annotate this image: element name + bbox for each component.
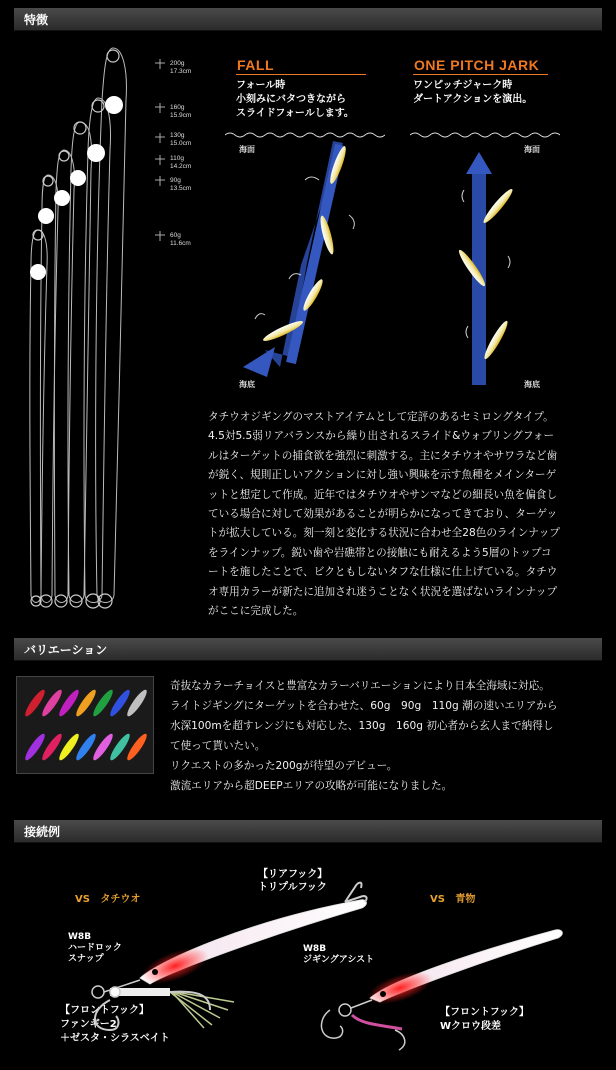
arrow-up-icon: [466, 152, 492, 174]
jig-outline-130g: [68, 122, 92, 603]
jerk-heading: ONE PITCH JARK: [414, 57, 540, 73]
fall-bottom-label: 海底: [239, 380, 255, 389]
size-label-160g: 160g 15.9cm: [170, 104, 192, 119]
size-label-200g: 200g 17.3cm: [170, 60, 192, 75]
w8b-assist-label: W8B ジギングアシスト: [303, 944, 375, 965]
fall-underline: [236, 74, 366, 75]
jig-outline-60g: [30, 230, 47, 603]
treble-hook-icon: [345, 883, 367, 902]
section-title: 接続例: [24, 825, 61, 839]
section-title: バリエーション: [24, 643, 108, 657]
size-label-130g: 130g 15.0cm: [170, 132, 192, 147]
jig-right: [364, 930, 563, 1011]
jig-eye-icon: [380, 991, 386, 997]
jig-eye-icon: [152, 969, 158, 975]
split-ring-icon: [107, 50, 119, 62]
jig-left: [137, 900, 366, 992]
w8b-snap-label: W8B ハードロック スナップ: [68, 932, 122, 964]
vs-label-left: VS タチウオ: [75, 894, 141, 905]
front-hook-icon: [95, 1000, 118, 1030]
section-header-features: [14, 8, 602, 31]
front-hook-label-right: 【フロントフック】 Wクロウ段差: [440, 1007, 529, 1032]
size-scale-ticks: [150, 55, 170, 255]
jerk-surface-label: 海面: [524, 145, 540, 154]
size-label-60g: 60g 11.6cm: [170, 232, 191, 247]
split-ring-icon: [59, 151, 69, 161]
section-header-variation: [14, 638, 602, 661]
split-ring-icon: [43, 176, 53, 186]
jig-eye-icon: [70, 170, 86, 186]
fall-heading: FALL: [237, 57, 274, 73]
jerk-action-illustration: [450, 150, 530, 390]
jig-eye-icon: [105, 96, 123, 114]
jig-size-lineup: [18, 40, 208, 620]
fall-action-illustration: [235, 135, 375, 385]
front-hook-icon: [321, 1010, 342, 1038]
snap-icon: [92, 986, 104, 998]
jig-eye-icon: [54, 190, 70, 206]
fall-surface-label: 海面: [239, 145, 255, 154]
section-title: 特徴: [24, 13, 49, 27]
shirasu-bait-icon: [170, 992, 234, 1028]
arrow-down-icon: [243, 347, 275, 377]
wave-line-jerk: [410, 125, 560, 145]
jig-eye-icon: [87, 144, 105, 162]
front-hook-label-left: 【フロントフック】 ファンギー2 ＋ゼスタ・シラスベイト: [60, 1005, 170, 1044]
jig-outline-200g: [96, 48, 127, 603]
color-swatch-grid: [17, 677, 153, 773]
vs-label-right: VS 青物: [430, 894, 476, 905]
jerk-underline: [413, 74, 548, 75]
feature-description: タチウオジギングのマストアイテムとして定評のあるセミロングタイプ。 4.5対5.5弱リアバランスから繰り出されるスライド&ウォブリングフォー ルはターゲットの捕食欲を強烈に刺激する。主にタチウオやサワラなど歯 が鋭く、規則正しいアクションに対し強い興味を示す魚種をメインターゲ ットと想定して作成。近年ではタチウオやサンマなどの細長い魚を偏食し ている場合に対して効果があることが明らかになってきており、ターゲッ トが拡大している。刻一刻と変化する状況に合わせ全28色のラインナップ をラインナップ。鋭い歯や岩礁帯との接触にも耐えるよう5層のトップコ ートを施したことで、ビクともしないタフな仕様に仕上げている。タチウ オ専用カラーが新たに追加され迷うことなく状況を選ばないラインナップ がここに完成した。: [208, 411, 560, 618]
size-label-110g: 110g 14.2cm: [170, 155, 192, 170]
jig-eye-icon: [38, 208, 54, 224]
color-variation-photo: [16, 676, 154, 774]
variation-description: 奇抜なカラーチョイスと豊富なカラーバリエーションにより日本全海域に対応。 ライトジギングにターゲットを合わせた、60g 90g 110g 潮の速いエリアから 水深100mを超すレンジにも対応した、130g 160g 初心者から玄人まで納得し て使って貰いたい。 リクエストの多かった200gが待望のデビュー。 激流エリアから超DEEPエリアの攻略が可能になりました。: [170, 680, 558, 792]
connection-illustration: [0, 860, 616, 1060]
jig-eye-icon: [30, 264, 46, 280]
jerk-description: ワンピッチジャーク時 ダートアクションを演出。: [413, 80, 533, 105]
section-header-connection: [14, 820, 602, 843]
fall-description: フォール時 小刻みにバタつきながら スライドフォールします。: [236, 80, 354, 119]
rear-hook-label: 【リアフック】 トリプルフック: [258, 869, 328, 893]
jerk-bottom-label: 海底: [524, 380, 540, 389]
snap-icon: [339, 1004, 351, 1016]
front-hook-icon: [395, 1030, 405, 1050]
size-label-90g: 90g 13.5cm: [170, 177, 192, 192]
